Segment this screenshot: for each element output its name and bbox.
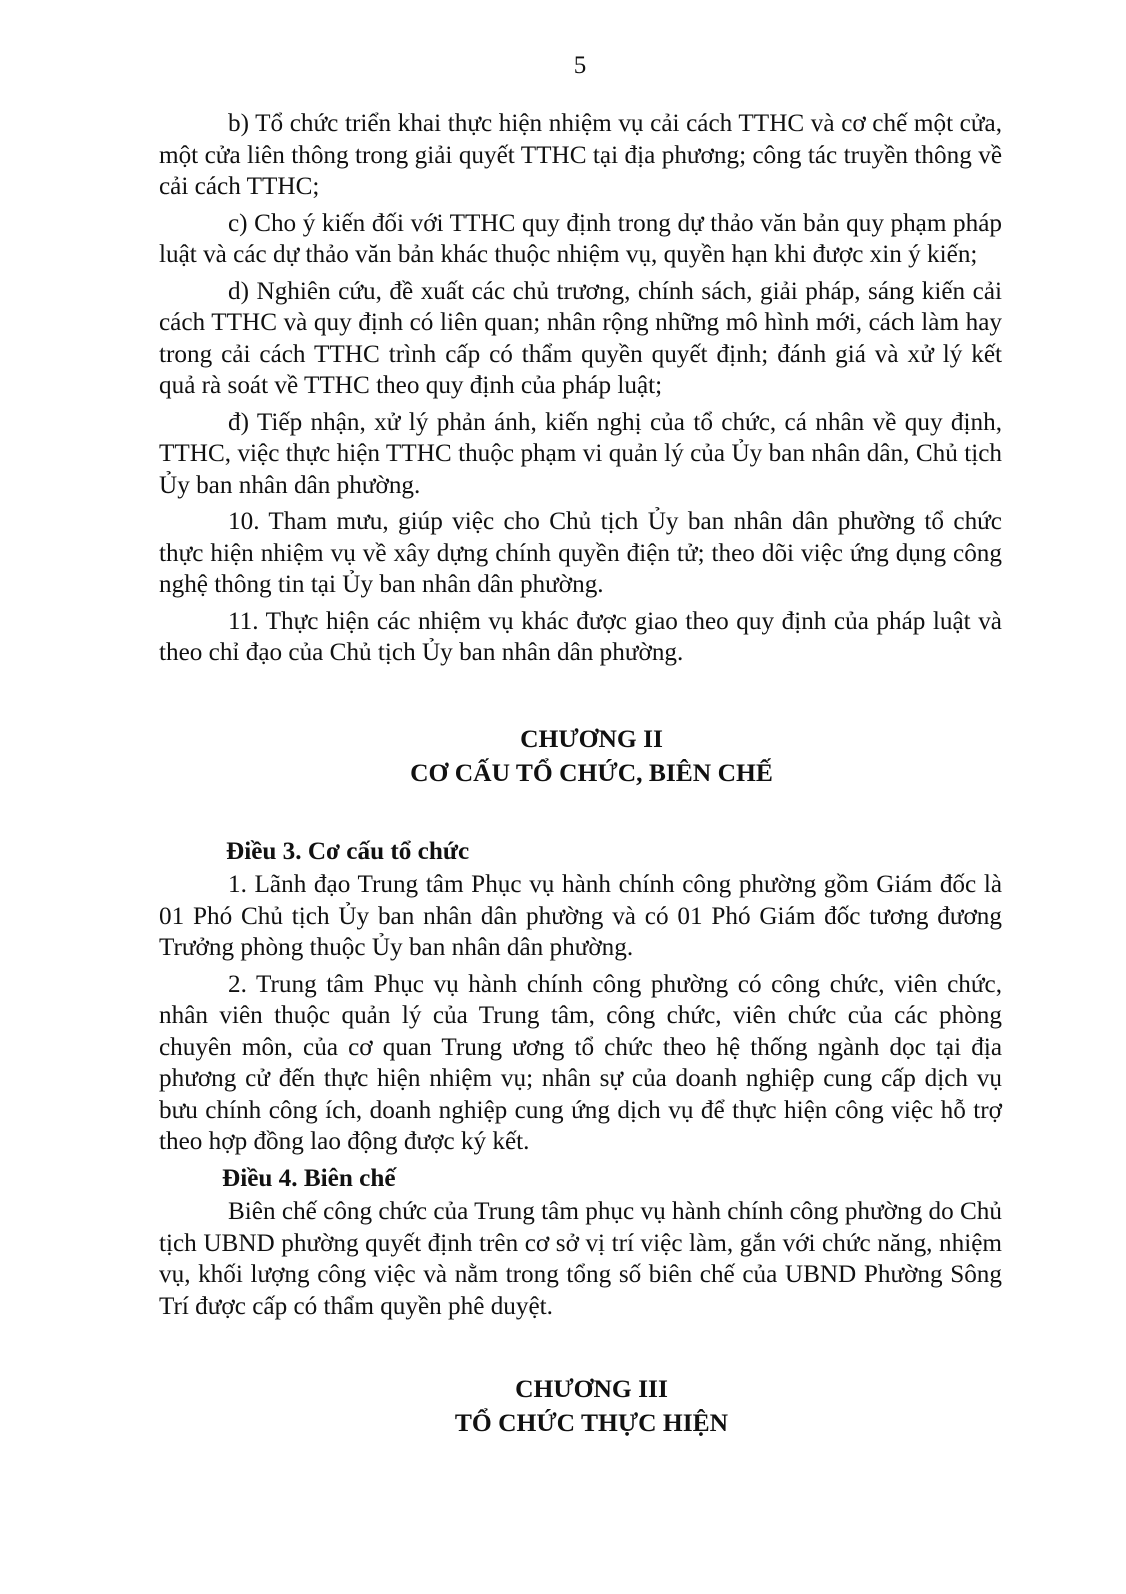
article-3-paragraph-1: 1. Lãnh đạo Trung tâm Phục vụ hành chính công phường gồm Giám đốc là 01 Phó Chủ tịch Ủy ban nhân dân phường và có 01 Phó Giám đốc tương đương Trưởng phòng thuộc Ủy ban nhân dân phường. — [159, 871, 1002, 961]
paragraph-d: d) Nghiên cứu, đề xuất các chủ trương, chính sách, giải pháp, sáng kiến cải cách TTHC và quy định có liên quan; nhân rộng những mô hình mới, cách làm hay trong cải cách TTHC trình cấp có thẩm quyền quyết định; đánh giá và xử lý kết quả rà soát về TTHC theo quy định của pháp luật; — [159, 277, 1002, 399]
paragraph-c: c) Cho ý kiến đối với TTHC quy định trong dự thảo văn bản quy phạm pháp luật và các dự thảo văn bản khác thuộc nhiệm vụ, quyền hạn khi được xin ý kiến; — [159, 209, 1002, 268]
chapter-2-label: CHƯƠNG II — [520, 723, 663, 753]
article-3-title: Điều 3. Cơ cấu tổ chức — [226, 837, 470, 865]
chapter-2-title: CƠ CẤU TỔ CHỨC, BIÊN CHẾ — [410, 757, 773, 787]
article-4-title: Điều 4. Biên chế — [222, 1164, 396, 1192]
document-body — [159, 108, 1002, 1440]
page-number: 5 — [573, 52, 587, 79]
chapter-3-title: TỔ CHỨC THỰC HIỆN — [454, 1408, 729, 1437]
chapter-3-heading — [159, 1372, 1002, 1440]
article-3-paragraph-2: 2. Trung tâm Phục vụ hành chính công phường có công chức, viên chức, nhân viên thuộc quản lý của Trung tâm, công chức, viên chức của các phòng chuyên môn, của cơ quan Trung ương tổ chức theo hệ thống ngành dọc tại địa phương cử đến thực hiện nhiệm vụ; nhân sự của doanh nghiệp cung cấp dịch vụ bưu chính công ích, doanh nghiệp cung ứng dịch vụ để thực hiện công việc hỗ trợ theo hợp đồng lao động được ký kết. — [159, 970, 1002, 1155]
article-4-paragraph-1: Biên chế công chức của Trung tâm phục vụ hành chính công phường do Chủ tịch UBND phường quyết định trên cơ sở vị trí việc làm, gắn với chức năng, nhiệm vụ, khối lượng công việc và nằm trong tổng số biên chế của UBND Phường Sông Trí được cấp có thẩm quyền phê duyệt. — [159, 1198, 1002, 1320]
chapter-2-heading — [159, 722, 1002, 790]
chapter-3-label: CHƯƠNG III — [515, 1374, 668, 1403]
paragraph-10: 10. Tham mưu, giúp việc cho Chủ tịch Ủy ban nhân dân phường tổ chức thực hiện nhiệm vụ về xây dựng chính quyền điện tử; theo dõi việc ứng dụng công nghệ thông tin tại Ủy ban nhân dân phường. — [159, 508, 1002, 598]
paragraph-11: 11. Thực hiện các nhiệm vụ khác được giao theo quy định của pháp luật và theo chỉ đạo của Chủ tịch Ủy ban nhân dân phường. — [159, 607, 1002, 666]
paragraph-b: b) Tổ chức triển khai thực hiện nhiệm vụ cải cách TTHC và cơ chế một cửa, một cửa liên thông trong giải quyết TTHC tại địa phương; công tác truyền thông về cải cách TTHC; — [159, 110, 1002, 200]
paragraph-dd: đ) Tiếp nhận, xử lý phản ánh, kiến nghị của tổ chức, cá nhân về quy định, TTHC, việc thực hiện TTHC thuộc phạm vi quản lý của Ủy ban nhân dân, Chủ tịch Ủy ban nhân dân phường. — [159, 408, 1002, 499]
